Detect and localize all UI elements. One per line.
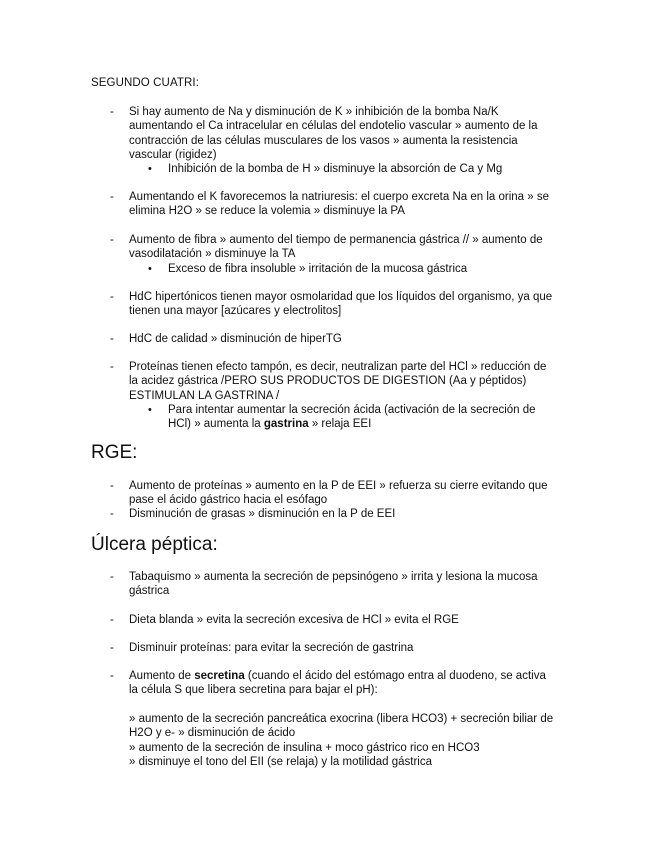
- list-item-text: [129, 669, 569, 698]
- sub-list-item-text: Inhibición de la bomba de H » disminuye la absorción de Ca y Mg: [168, 163, 503, 175]
- list-item-text: Dieta blanda » evita la secreción excesiva de HCl » evita el RGE: [129, 614, 459, 626]
- sub-list-item-text: [168, 403, 568, 432]
- dot-bullet: •: [148, 163, 152, 175]
- sub-text-part: Para intentar aumentar la secreción ácida (activación de la secreción de HCl) » aumenta la: [168, 404, 536, 431]
- list-item-text: Aumentando el K favorecemos la natriuresis: el cuerpo excreta Na en la orina » se elimina H2O » se reduce la volemia » disminuye la PA: [129, 191, 549, 218]
- dash-bullet: -: [110, 508, 114, 520]
- list-item-text: HdC de calidad » disminución de hiperTG: [129, 333, 342, 345]
- list-item-text: HdC hipertónicos tienen mayor osmolaridad que los líquidos del organismo, ya que tienen una mayor [azúcares y electrolitos]: [129, 291, 553, 318]
- item-text-part: (cuando el ácido del estómago entra al duodeno, se activa la célula S que libera secretina para bajar el pH):: [129, 670, 546, 697]
- dot-bullet: •: [148, 404, 152, 416]
- sub-list-item-text: Exceso de fibra insoluble » irritación de la mucosa gástrica: [168, 263, 468, 275]
- list-item-text: Aumento de fibra » aumento del tiempo de permanencia gástrica // » aumento de vasodilatación » disminuye la TA: [129, 234, 543, 261]
- list-item-text: Disminuir proteínas: para evitar la secreción de gastrina: [129, 642, 414, 654]
- dash-bullet: -: [110, 614, 114, 626]
- dash-bullet: -: [110, 191, 114, 203]
- section-title-ulcera: Úlcera péptica:: [91, 534, 218, 555]
- dash-bullet: -: [110, 571, 114, 583]
- list-item-text: Si hay aumento de Na y disminución de K » inhibición de la bomba Na/K aumentando el Ca intracelular en células del endotelio vascular » aumento de la contracción de las células musculares de los vasos » aumenta la resistencia vascular (rigidez): [129, 106, 538, 161]
- list-item-text: Disminución de grasas » disminución en la P de EEI: [129, 508, 396, 520]
- dash-bullet: -: [110, 361, 114, 373]
- list-item-text: Proteínas tienen efecto tampón, es decir, neutralizan parte del HCl » reducción de la acidez gástrica /PERO SUS PRODUCTOS DE DIGESTION (Aa y péptidos) ESTIMULAN LA GASTRINA /: [129, 361, 547, 402]
- dash-bullet: -: [110, 333, 114, 345]
- bold-term-gastrina: gastrina: [263, 418, 309, 431]
- dot-bullet: •: [148, 263, 152, 275]
- section-title-rge: RGE:: [91, 442, 138, 463]
- bold-term-secretina: secretina: [194, 670, 245, 682]
- list-item-text: Tabaquismo » aumenta la secreción de pepsinógeno » irrita y lesiona la mucosa gástrica: [129, 571, 538, 598]
- dash-bullet: -: [110, 106, 114, 118]
- dash-bullet: -: [110, 291, 114, 303]
- sub-text-part: » relaja EEI: [308, 418, 372, 431]
- page-heading: SEGUNDO CUATRI:: [91, 77, 199, 89]
- dash-bullet: -: [110, 480, 114, 492]
- item-text-part: Aumento de: [129, 670, 195, 682]
- list-item-text: Aumento de proteínas » aumento en la P de EEI » refuerza su cierre evitando que pase el ácido gástrico hacia el esófago: [129, 480, 548, 507]
- dash-bullet: -: [110, 642, 114, 654]
- dash-bullet: -: [110, 670, 114, 682]
- secretina-effects-paragraph: » aumento de la secreción pancreática exocrina (libera HCO3) + secreción biliar de H2O y e- » disminución de ácido » aumento de la secreción de insulina + moco gástrico rico en HCO3 » disminuye el tono del EII (se relaja) y la motilidad gástrica: [129, 713, 554, 768]
- dash-bullet: -: [110, 234, 114, 246]
